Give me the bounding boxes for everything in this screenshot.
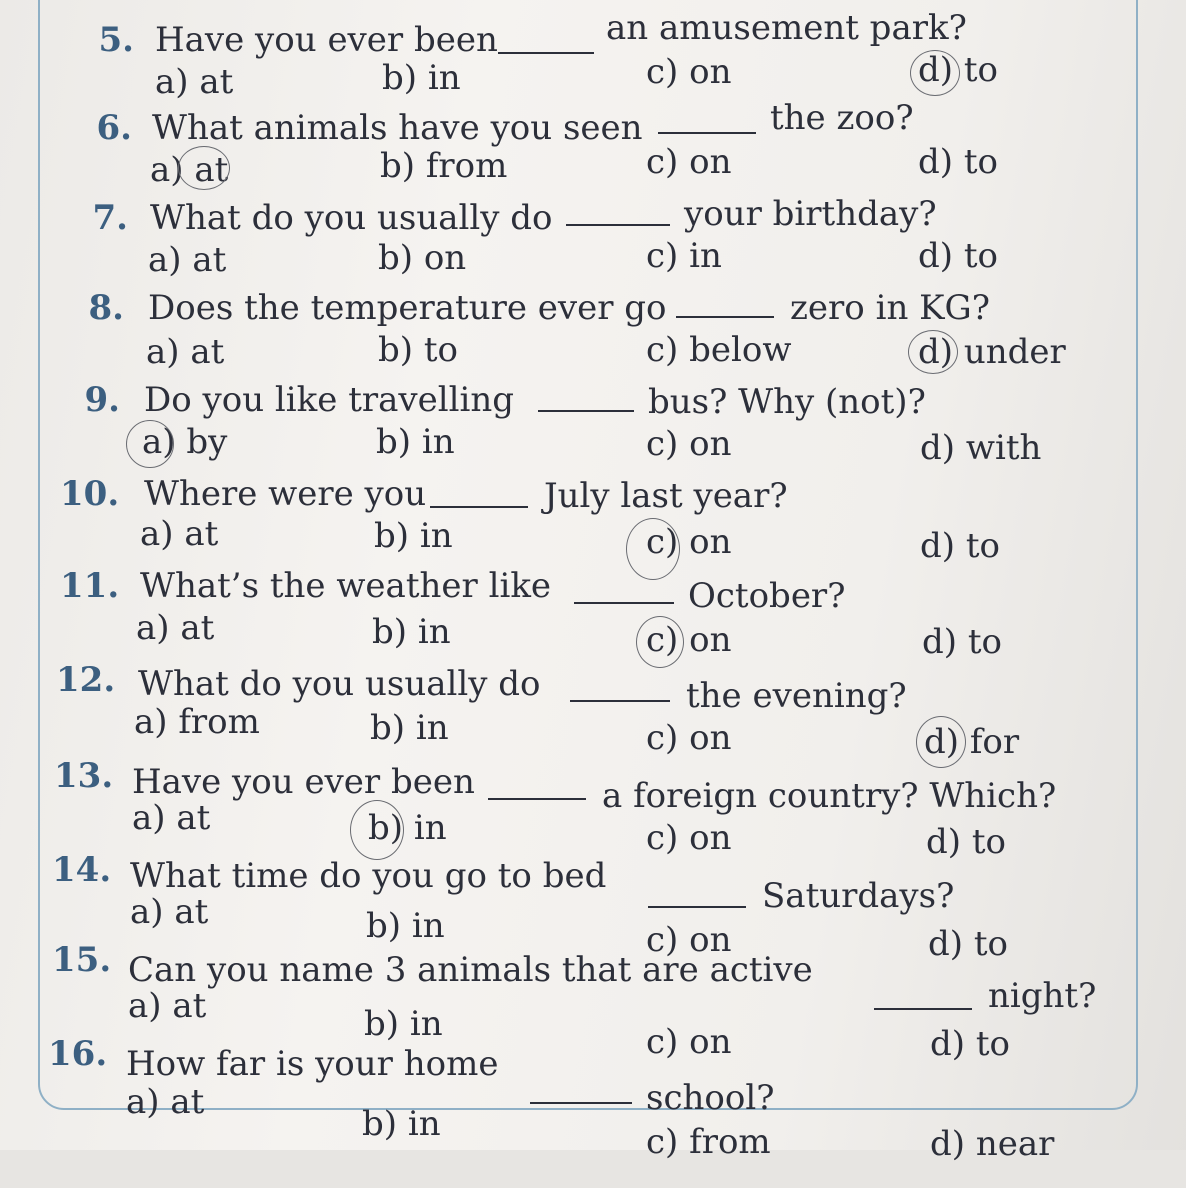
answer-blank[interactable] <box>658 132 756 134</box>
question-tail: the evening? <box>686 676 907 716</box>
question-tail: night? <box>988 976 1097 1016</box>
option-b[interactable]: b) in <box>364 1004 443 1044</box>
answer-blank[interactable] <box>874 1008 972 1010</box>
option-a[interactable]: a) at <box>130 892 209 932</box>
option-d[interactable]: d) to <box>918 236 998 276</box>
question-number: 8. <box>88 288 124 328</box>
answer-blank[interactable] <box>574 602 674 604</box>
question-text: Does the temperature ever go <box>148 288 667 328</box>
answer-blank[interactable] <box>676 316 774 318</box>
option-b[interactable]: b) from <box>380 146 508 186</box>
question-text: Have you ever been <box>155 20 498 60</box>
question-text: What time do you go to bed <box>130 856 607 896</box>
question-number: 12. <box>56 660 116 700</box>
question-11 <box>0 566 1186 662</box>
question-16 <box>0 1034 1186 1164</box>
question-text: Can you name 3 animals that are active <box>128 950 813 990</box>
option-a[interactable]: a) at <box>155 62 234 102</box>
question-text: Have you ever been <box>132 762 475 802</box>
answer-blank[interactable] <box>570 700 670 702</box>
option-d[interactable]: d) to <box>922 622 1002 662</box>
question-number: 16. <box>48 1034 108 1074</box>
option-b[interactable]: b) in <box>372 612 451 652</box>
option-d[interactable]: d) near <box>930 1124 1055 1164</box>
question-number: 6. <box>96 108 132 148</box>
option-c[interactable]: c) on <box>646 424 732 464</box>
question-tail: an amusement park? <box>606 8 967 48</box>
option-a[interactable]: a) from <box>134 702 260 742</box>
question-tail: Saturdays? <box>762 876 955 916</box>
option-a[interactable]: a) at <box>136 608 215 648</box>
option-a[interactable]: a) at <box>146 332 225 372</box>
question-tail: July last year? <box>544 476 788 516</box>
answer-blank[interactable] <box>538 410 634 412</box>
option-c[interactable]: c) below <box>646 330 792 370</box>
option-a[interactable]: a) at <box>126 1082 205 1122</box>
option-b[interactable]: b) on <box>378 238 467 278</box>
answer-circle-mark <box>178 146 230 190</box>
answer-circle-mark <box>126 420 174 468</box>
option-d[interactable]: d) with <box>920 428 1042 468</box>
option-d[interactable]: d) under <box>918 332 1066 372</box>
option-a[interactable]: a) by <box>142 422 228 462</box>
answer-circle-mark <box>908 330 958 374</box>
question-8 <box>0 288 1186 380</box>
option-a[interactable]: a) at <box>150 150 229 190</box>
question-tail: a foreign country? Which? <box>602 776 1057 816</box>
question-12 <box>0 660 1186 762</box>
option-d[interactable]: d) to <box>918 50 998 90</box>
question-number: 15. <box>52 940 112 980</box>
question-number: 5. <box>98 20 134 60</box>
option-b[interactable]: b) in <box>382 58 461 98</box>
option-b[interactable]: b) in <box>376 422 455 462</box>
question-text: What do you usually do <box>150 198 553 238</box>
answer-blank[interactable] <box>530 1102 632 1104</box>
option-c[interactable]: c) on <box>646 1022 732 1062</box>
option-b[interactable]: b) in <box>368 808 447 848</box>
question-text: What’s the weather like <box>140 566 552 606</box>
option-c[interactable]: c) on <box>646 52 732 92</box>
answer-blank[interactable] <box>498 52 594 54</box>
answer-blank[interactable] <box>566 224 670 226</box>
question-text: Where were you <box>144 474 427 514</box>
question-5 <box>0 8 1186 106</box>
question-tail: school? <box>646 1078 775 1118</box>
option-a[interactable]: a) at <box>140 514 219 554</box>
option-b[interactable]: b) in <box>362 1104 441 1144</box>
question-text: What do you usually do <box>138 664 541 704</box>
option-a[interactable]: a) at <box>148 240 227 280</box>
question-13 <box>0 756 1186 862</box>
question-6 <box>0 98 1186 196</box>
option-c[interactable]: c) on <box>646 522 732 562</box>
option-b[interactable]: b) in <box>366 906 445 946</box>
option-c[interactable]: c) on <box>646 818 732 858</box>
question-number: 11. <box>60 566 120 606</box>
option-c[interactable]: c) on <box>646 718 732 758</box>
question-10 <box>0 474 1186 566</box>
answer-blank[interactable] <box>430 506 528 508</box>
option-b[interactable]: b) in <box>374 516 453 556</box>
question-text: Do you like travelling <box>144 380 514 420</box>
option-a[interactable]: a) at <box>132 798 211 838</box>
option-d[interactable]: d) to <box>930 1024 1010 1064</box>
question-number: 7. <box>92 198 128 238</box>
option-c[interactable]: c) from <box>646 1122 771 1162</box>
answer-blank[interactable] <box>648 906 746 908</box>
option-c[interactable]: c) on <box>646 920 732 960</box>
question-tail: bus? Why (not)? <box>648 382 926 422</box>
option-d[interactable]: d) to <box>926 822 1006 862</box>
option-d[interactable]: d) for <box>924 722 1020 762</box>
option-d[interactable]: d) to <box>918 142 998 182</box>
question-9 <box>0 380 1186 472</box>
question-tail: the zoo? <box>770 98 914 138</box>
question-7 <box>0 194 1186 286</box>
option-b[interactable]: b) to <box>378 330 458 370</box>
question-number: 13. <box>54 756 114 796</box>
option-c[interactable]: c) on <box>646 142 732 182</box>
option-c[interactable]: c) on <box>646 620 732 660</box>
question-number: 10. <box>60 474 120 514</box>
answer-blank[interactable] <box>488 798 586 800</box>
option-b[interactable]: b) in <box>370 708 449 748</box>
answer-circle-mark <box>910 50 960 96</box>
option-d[interactable]: d) to <box>928 924 1008 964</box>
question-number: 9. <box>84 380 120 420</box>
question-tail: your birthday? <box>684 194 937 234</box>
option-d[interactable]: d) to <box>920 526 1000 566</box>
option-a[interactable]: a) at <box>128 986 207 1026</box>
question-tail: zero in KG? <box>790 288 990 328</box>
question-number: 14. <box>52 850 112 890</box>
option-c[interactable]: c) in <box>646 236 722 276</box>
question-tail: October? <box>688 576 846 616</box>
question-text: How far is your home <box>126 1044 499 1084</box>
question-text: What animals have you seen <box>152 108 643 148</box>
